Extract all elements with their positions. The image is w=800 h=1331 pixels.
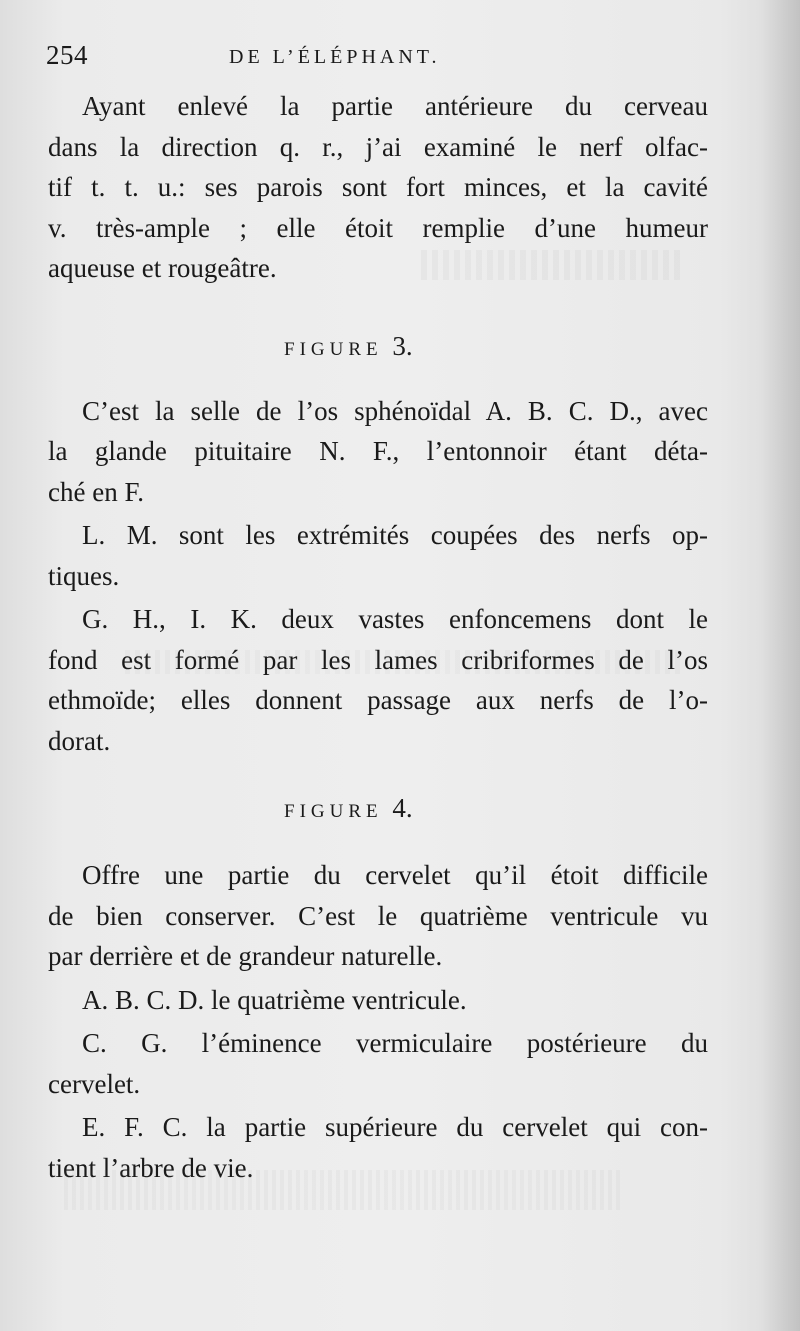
paragraph-fourth-ventricle [48, 980, 708, 1021]
text-line: de bien conserver. C’est le quatrième ventricule vu [48, 900, 708, 931]
text-line: ethmoïde; elles donnent passage aux nerfs de l’o- [48, 685, 708, 715]
text-line: L. M. sont les extrémités coupées des nerfs op- [82, 520, 708, 550]
figure-number: 4. [392, 793, 413, 823]
gutter-shadow [760, 0, 800, 1331]
paragraph-optic-nerves [48, 515, 708, 596]
text-line: tiques. [48, 560, 120, 591]
text-line: v. très-ample ; elle étoit remplie d’une humeur [48, 212, 708, 243]
text-line: par derrière et de grandeur naturelle. [48, 941, 443, 971]
text-line: aqueuse et rougeâtre. [48, 253, 277, 283]
paragraph-sella [48, 391, 708, 513]
show-through-texture [420, 250, 680, 280]
text-line: G. H., I. K. deux vastes enfoncemens dont le [82, 604, 708, 634]
text-line: ché en F. [48, 476, 145, 507]
paragraph-ethmoid [48, 599, 708, 761]
text-line: Offre une partie du cervelet qu’il étoit difficile [82, 860, 708, 890]
text-line: C. G. l’éminence vermiculaire postérieure du [82, 1028, 708, 1058]
show-through-texture [60, 1170, 620, 1210]
figure-number: 3. [392, 330, 413, 361]
running-head [46, 40, 706, 80]
page-number: 254 [46, 40, 88, 70]
text-line: dans la direction q. r., j’ai examiné le nerf olfac- [48, 131, 708, 162]
text-line: la glande pituitaire N. F., l’entonnoir étant déta- [48, 436, 708, 466]
text-line: fond est formé par les lames cribriformes de l’os [48, 644, 708, 675]
show-through-texture [120, 650, 680, 674]
text-line: tient l’arbre de vie. [48, 1152, 254, 1183]
text-line: Ayant enlevé la partie antérieure du cerveau [82, 91, 708, 121]
figure-3-heading [48, 329, 708, 363]
text-line: C’est la selle de l’os sphénoïdal A. B. C. D., avec [82, 395, 708, 426]
text-line: E. F. C. la partie supérieure du cervelet qui con- [82, 1112, 708, 1142]
running-title: DE L’ÉLÉPHANT. [229, 46, 441, 68]
paragraph-vermiform [48, 1023, 708, 1104]
figure-label: FIGURE [284, 338, 383, 360]
text-line: tif t. t. u.: ses parois sont fort minces, et la cavité [48, 172, 708, 202]
text-line: cervelet. [48, 1068, 141, 1099]
figure-label: FIGURE [284, 801, 383, 822]
text-line: dorat. [48, 725, 111, 756]
figure-4-heading [48, 791, 708, 825]
paragraph-cerebellum [48, 855, 708, 977]
text-line: A. B. C. D. le quatrième ventricule. [82, 984, 467, 1015]
